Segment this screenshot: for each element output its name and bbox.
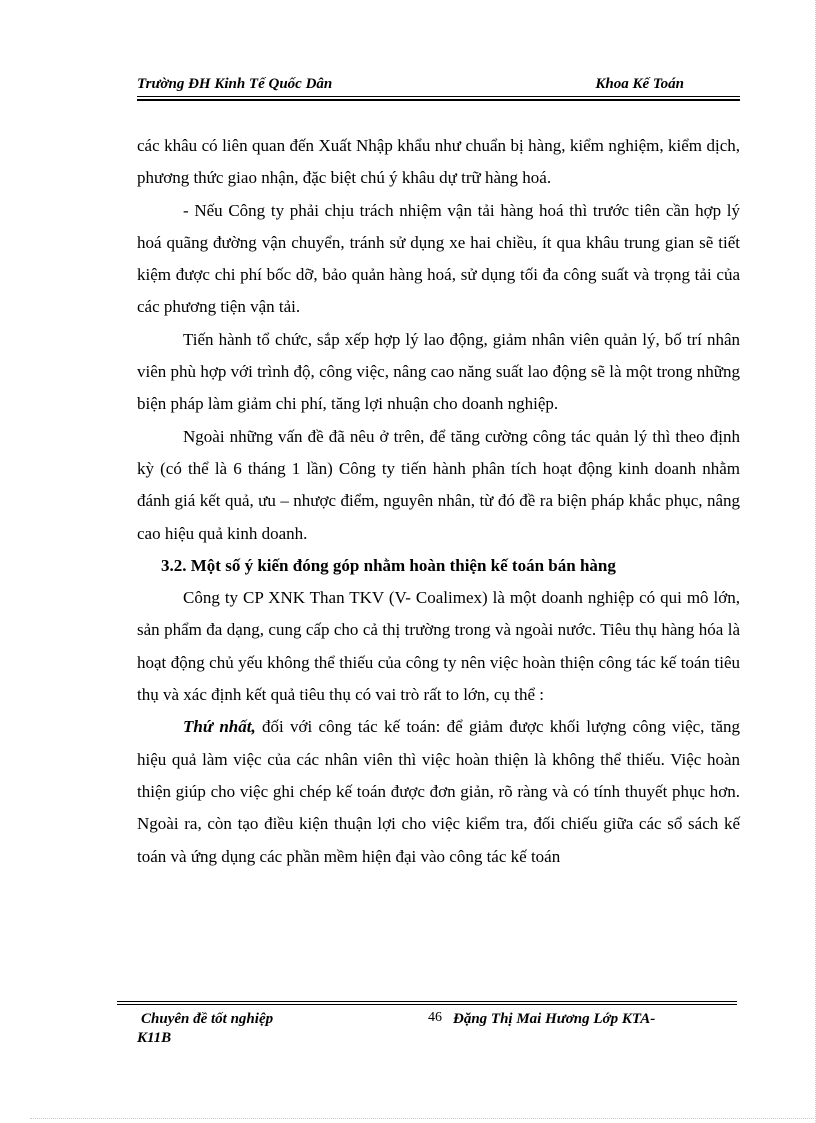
paragraph-1: các khâu có liên quan đến Xuất Nhập khẩu như chuẩn bị hàng, kiểm nghiệm, kiểm dịch, phương thức giao nhận, đặc biệt chú ý khâu dự trữ hàng hoá. [137,136,740,188]
paragraph-6-text: đối với công tác kế toán: để giảm được khối lượng công việc, tăng hiệu quả làm việc của các nhân viên thì việc hoàn thiện là không thể thiếu. Việc hoàn thiện giúp cho việc ghi chép kế toán được đơn giản, rõ ràng và có tính thuyết phục hơn. Ngoài ra, còn tạo điều kiện thuận lợi cho việc kiểm tra, đối chiếu giữa các sổ sách kế toán và ứng dụng các phần mềm hiện đại vào công tác kế toán [137,717,740,866]
paragraph-6-lead: Thứ nhất, [183,717,256,737]
footer-rule [117,1001,737,1002]
header-faculty: Khoa Kế Toán [595,76,684,92]
paragraph-6 [137,711,740,872]
header-rule [137,96,740,97]
page-header [137,76,740,98]
header-rule-thick [137,99,740,101]
footer-author: Đặng Thị Mai Hương Lớp KTA- [453,1011,656,1027]
page-bottom-edge [30,1118,816,1119]
paragraph-4: Ngoài những vấn đề đã nêu ở trên, để tăng cường công tác quản lý thì theo định kỳ (có thể là 6 tháng 1 lần) Công ty tiến hành phân tích hoạt động kinh doanh nhằm đánh giá kết quả, ưu – nhược điểm, nguyên nhân, từ đó đề ra biện pháp khắc phục, nâng cao hiệu quả kinh doanh. [137,426,740,543]
footer-class: K11B [137,1030,172,1046]
footer-rule-2 [117,1004,737,1005]
footer-thesis-label: Chuyên đề tốt nghiệp [141,1011,274,1027]
header-university: Trường ĐH Kinh Tế Quốc Dân [137,76,333,92]
paragraph-5: Công ty CP XNK Than TKV (V- Coalimex) là một doanh nghiệp có qui mô lớn, sản phẩm đa dạng, cung cấp cho cả thị trường trong và ngoài nước. Tiêu thụ hàng hóa là hoạt động chủ yếu không thể thiếu của công ty nên việc hoàn thiện công tác kế toán tiêu thụ và xác định kết quả tiêu thụ có vai trò rất to lớn, cụ thể : [137,588,740,705]
paragraph-2: - Nếu Công ty phải chịu trách nhiệm vận tải hàng hoá thì trước tiên cần hợp lý hoá quãng đường vận chuyển, tránh sử dụng xe hai chiều, ít qua khâu trung gian sẽ tiết kiệm được chi phí bốc dỡ, bảo quản hàng hoá, sử dụng tối đa công suất và trọng tải của các phương tiện vận tải. [137,200,740,317]
section-heading: 3.2. Một số ý kiến đóng góp nhằm hoàn thiện kế toán bán hàng [161,555,616,575]
document-body [137,130,740,873]
page-number: 46 [428,1010,442,1025]
paragraph-3: Tiến hành tổ chức, sắp xếp hợp lý lao động, giảm nhân viên quản lý, bố trí nhân viên phù hợp với trình độ, công việc, nâng cao năng suất lao động sẽ là một trong những biện pháp làm giảm chi phí, tăng lợi nhuận cho doanh nghiệp. [137,329,740,414]
